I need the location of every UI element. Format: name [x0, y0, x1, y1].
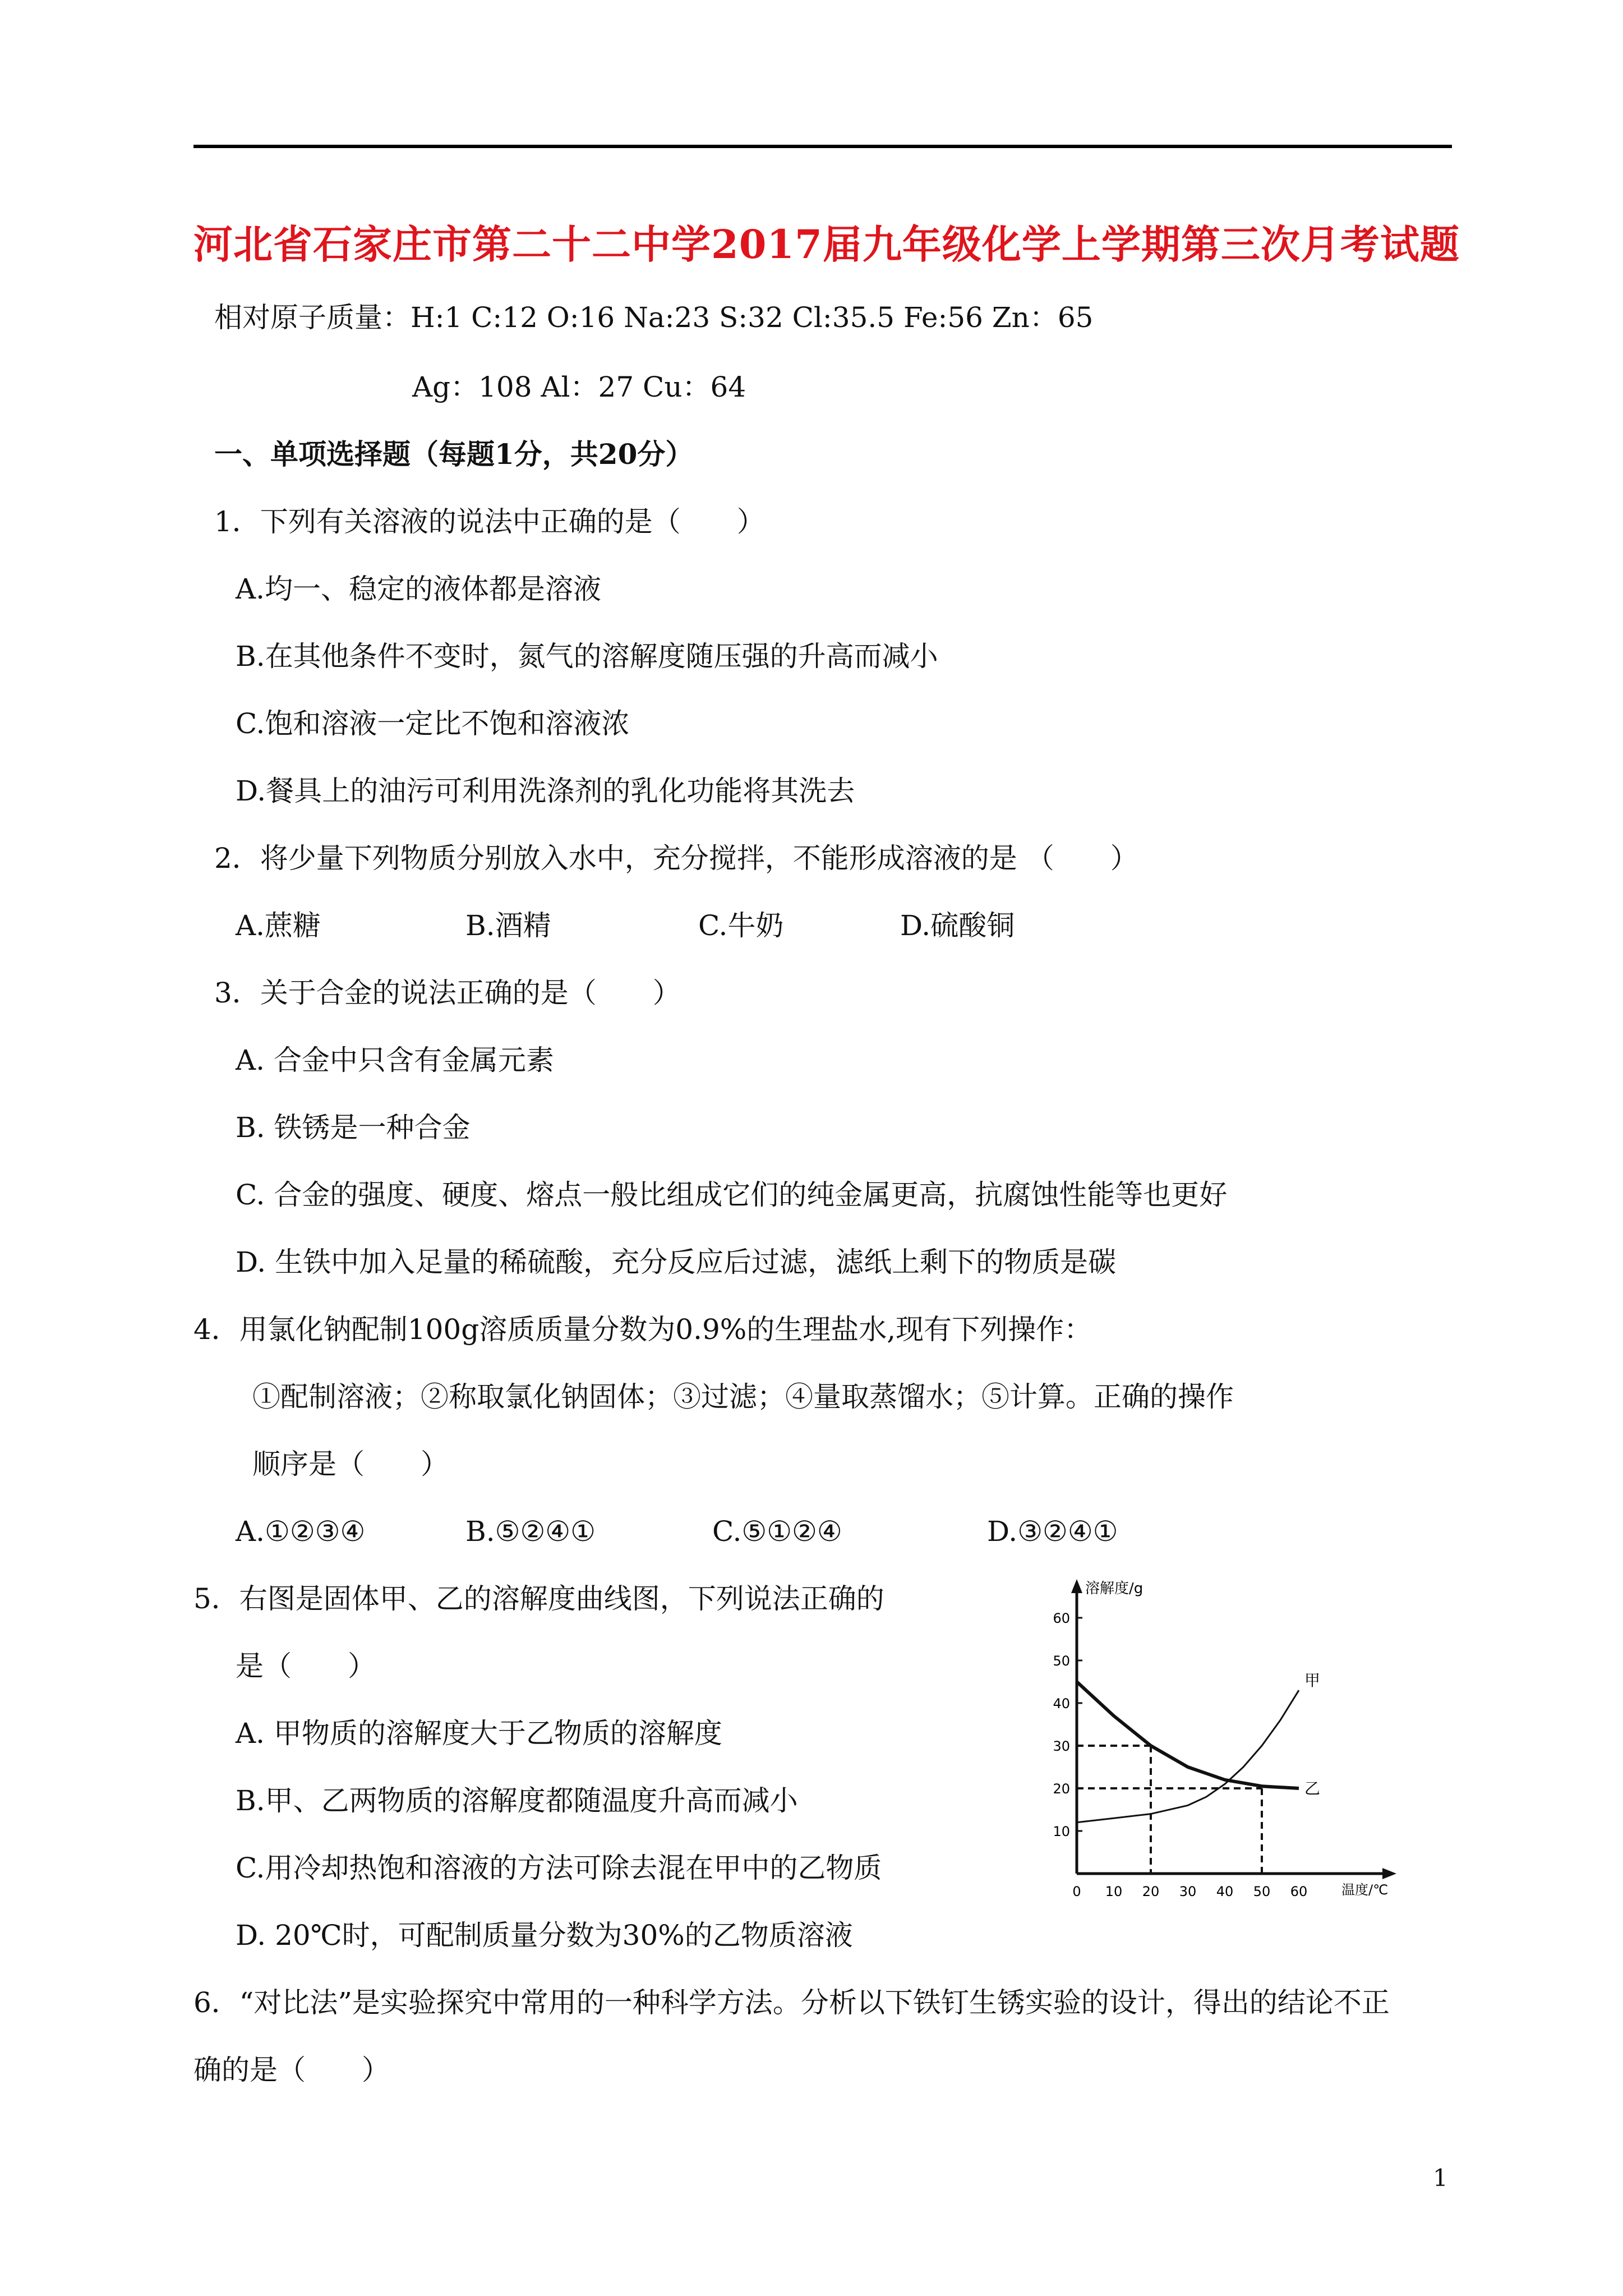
question-3-option-c: C. 合金的强度、硬度、熔点一般比组成它们的纯金属更高，抗腐蚀性能等也更好 [236, 1179, 1228, 1211]
question-5-option-b: B.甲、乙两物质的溶解度都随温度升高而减小 [236, 1784, 798, 1817]
x-axis-label: 温度/℃ [1341, 1882, 1389, 1898]
question-3-option-b: B. 铁锈是一种合金 [236, 1111, 471, 1144]
question-4-stem: 4．用氯化钠配制100g溶质质量分数为0.9%的生理盐水,现有下列操作： [193, 1313, 1092, 1346]
question-4-line-2: ①配制溶液；②称取氯化钠固体；③过滤；④量取蒸馏水；⑤计算。正确的操作 [252, 1381, 1234, 1413]
question-4-option-c: C.⑤①②④ [712, 1515, 842, 1548]
x-tick-label: 40 [1216, 1884, 1234, 1899]
question-2-option-a: A.蔗糖 [236, 909, 321, 942]
series-line-1 [1077, 1690, 1299, 1823]
x-axis-arrow [1382, 1868, 1396, 1879]
question-1-option-a: A.均一、稳定的液体都是溶液 [236, 573, 602, 605]
series-line-2 [1077, 1682, 1299, 1788]
header-rule [193, 145, 1452, 148]
atomic-mass-line-1: 相对原子质量：H:1 C:12 O:16 Na:23 S:32 Cl:35.5 Fe:56 Zn：65 [214, 301, 1094, 334]
y-tick-label: 20 [1053, 1781, 1070, 1797]
question-5-stem: 5．右图是固体甲、乙的溶解度曲线图，下列说法正确的 [193, 1582, 884, 1615]
question-1-option-b: B.在其他条件不变时，氮气的溶解度随压强的升高而减小 [236, 640, 938, 673]
x-tick-label: 30 [1179, 1884, 1197, 1899]
question-1-option-c: C.饱和溶液一定比不饱和溶液浓 [236, 707, 630, 740]
x-tick-label: 0 [1072, 1884, 1081, 1899]
y-tick-label: 30 [1053, 1738, 1070, 1754]
question-5-option-c: C.用冷却热饱和溶液的方法可除去混在甲中的乙物质 [236, 1852, 882, 1884]
question-3-option-a: A. 合金中只含有金属元素 [236, 1044, 554, 1076]
question-4-line-3: 顺序是（ ） [252, 1448, 449, 1480]
question-2-option-d: D.硫酸铜 [900, 909, 1015, 942]
page-number: 1 [1433, 2164, 1448, 2192]
question-3-stem: 3．关于合金的说法正确的是（ ） [214, 977, 681, 1009]
question-2-option-c: C.牛奶 [698, 909, 784, 942]
question-6-stem: 6．“对比法”是实验探究中常用的一种科学方法。分析以下铁钉生锈实验的设计，得出的结论不正 [193, 1986, 1390, 2019]
x-tick-label: 10 [1105, 1884, 1123, 1899]
exam-title: 河北省石家庄市第二十二中学2017届九年级化学上学期第三次月考试题 [193, 221, 1460, 268]
question-1-stem: 1．下列有关溶液的说法中正确的是（ ） [214, 505, 765, 538]
question-6-line-2: 确的是（ ） [193, 2054, 390, 2086]
y-axis-arrow [1071, 1579, 1082, 1593]
series-label: 乙 [1304, 1779, 1321, 1798]
question-2-stem: 2．将少量下列物质分别放入水中，充分搅拌，不能形成溶液的是 （ ） [214, 842, 1138, 875]
atomic-mass-line-2: Ag：108 Al：27 Cu：64 [412, 371, 746, 403]
question-2-option-b: B.酒精 [465, 909, 551, 942]
question-1-option-d: D.餐具上的油污可利用洗涤剂的乳化功能将其洗去 [236, 775, 855, 807]
y-tick-label: 40 [1053, 1696, 1070, 1711]
question-5-option-d: D. 20℃时，可配制质量分数为30%的乙物质溶液 [236, 1919, 853, 1952]
y-tick-label: 10 [1053, 1824, 1070, 1839]
question-3-option-d: D. 生铁中加入足量的稀硫酸，充分反应后过滤，滤纸上剩下的物质是碳 [236, 1246, 1117, 1278]
series-label: 甲 [1304, 1671, 1321, 1690]
question-4-option-a: A.①②③④ [236, 1515, 366, 1548]
y-tick-label: 50 [1053, 1653, 1070, 1669]
question-5-option-a: A. 甲物质的溶解度大于乙物质的溶解度 [236, 1717, 722, 1750]
question-4-option-b: B.⑤②④① [465, 1515, 596, 1548]
solubility-curve-chart [1043, 1571, 1402, 1913]
x-tick-label: 60 [1290, 1884, 1308, 1899]
y-tick-label: 60 [1053, 1611, 1070, 1626]
x-tick-label: 50 [1253, 1884, 1271, 1899]
y-axis-label: 溶解度/g [1085, 1580, 1144, 1597]
x-tick-label: 20 [1142, 1884, 1160, 1899]
section-heading: 一、单项选择题（每题1分，共20分） [214, 438, 694, 471]
question-4-option-d: D.③②④① [987, 1515, 1118, 1548]
question-5-line-2: 是（ ） [236, 1650, 376, 1682]
